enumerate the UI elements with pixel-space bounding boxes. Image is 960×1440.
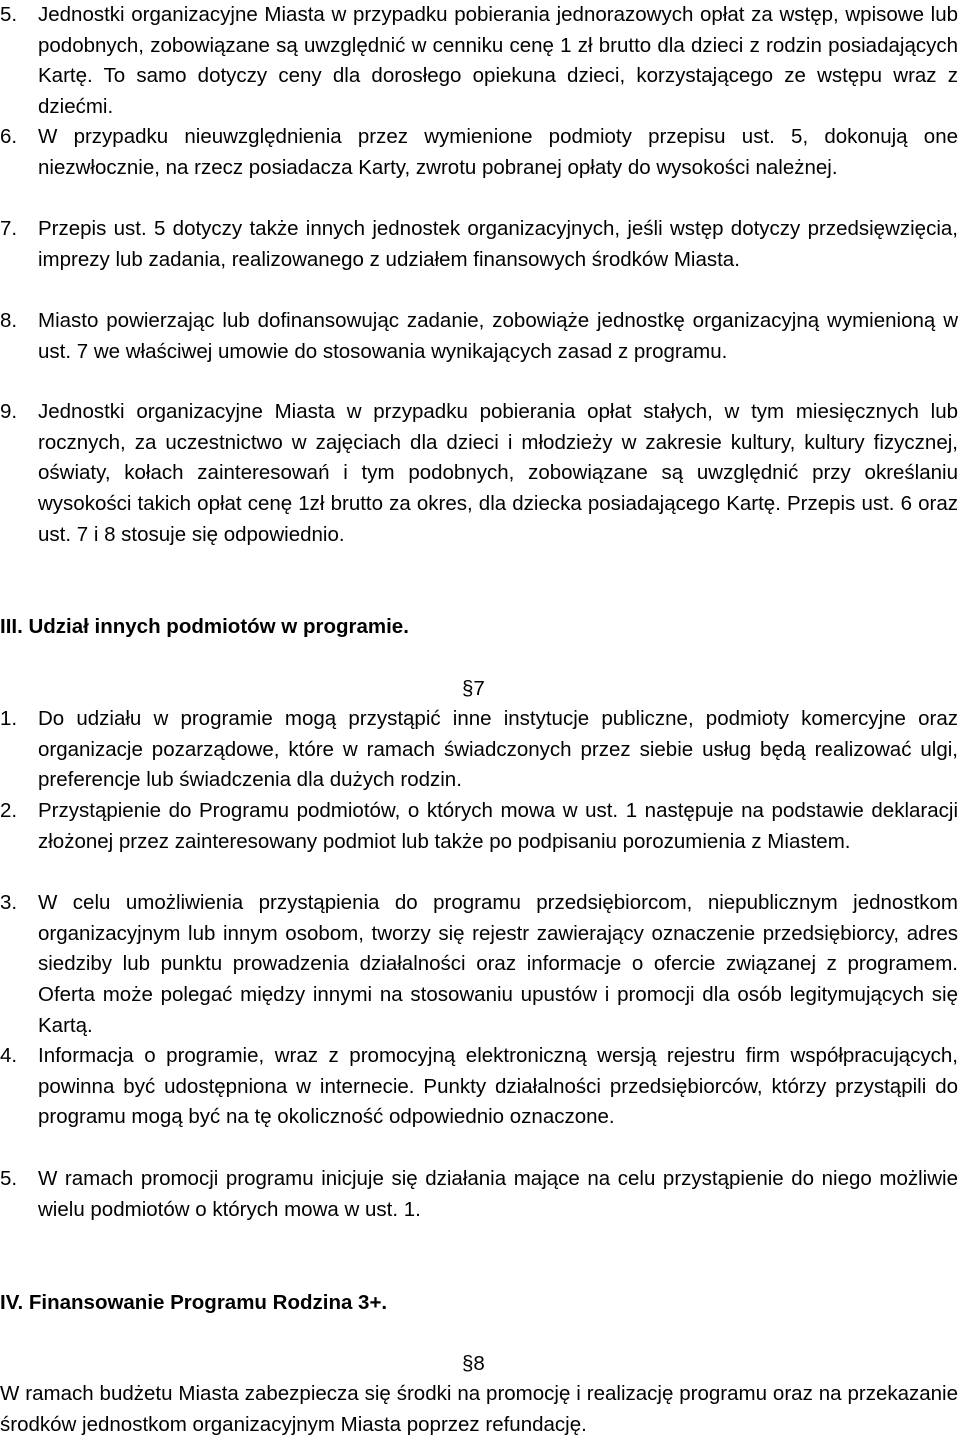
item-text: Jednostki organizacyjne Miasta w przypadku pobierania jednorazowych opłat za wstęp, wpisowe lub podobnych, zobowiązane są uwzględnić w cenniku cenę 1 zł brutto dla dzieci z rodzin posiadających Kartę. To samo dotyczy ceny dla dorosłego opiekuna dzieci, korzystającego ze wstępu wraz z dziećmi.: [38, 3, 958, 119]
item-number: 4.: [0, 1044, 18, 1067]
item-text: Przepis ust. 5 dotyczy także innych jednostek organizacyjnych, jeśli wstęp dotyczy przedsięwzięcia, imprezy lub zadania, realizowanego z udziałem finansowych środków Miasta.: [38, 217, 958, 271]
list-item: [0, 704, 958, 796]
item-number: 1.: [0, 707, 18, 730]
item-text: Do udziału w programie mogą przystąpić inne instytucje publiczne, podmioty komercyjne oraz organizacje pozarządowe, które w ramach świadczonych przez siebie usług będą realizować ulgi, preferencje lub świadczenia dla dużych rodzin.: [38, 707, 958, 792]
paragraph-mark: §8: [462, 1352, 485, 1375]
item-number: 7.: [0, 217, 18, 240]
paragraph-text: W ramach budżetu Miasta zabezpiecza się środki na promocję i realizację programu oraz na przekazanie środków jednostkom organizacyjnym Miasta poprzez refundację.: [0, 1382, 958, 1436]
item-number: 2.: [0, 799, 18, 822]
item-number: 3.: [0, 891, 18, 914]
section-heading: III. Udział innych podmiotów w programie.: [0, 615, 409, 638]
item-text: Przystąpienie do Programu podmiotów, o których mowa w ust. 1 następuje na podstawie deklaracji złożonej przez zainteresowany podmiot lub także po podpisaniu porozumienia z Miastem.: [38, 799, 958, 853]
section-heading: IV. Finansowanie Programu Rodzina 3+.: [0, 1291, 388, 1314]
item-text: W ramach promocji programu inicjuje się działania mające na celu przystąpienie do niego możliwie wielu podmiotów o których mowa w ust. 1.: [38, 1167, 958, 1221]
list-item: [0, 0, 958, 123]
item-number: 5.: [0, 3, 18, 26]
list-item: [0, 796, 958, 857]
item-number: 8.: [0, 309, 18, 332]
list-item: [0, 306, 958, 367]
item-number: 6.: [0, 125, 18, 148]
list-item: [0, 214, 958, 275]
item-number: 9.: [0, 400, 18, 423]
item-text: Miasto powierzając lub dofinansowując zadanie, zobowiąże jednostkę organizacyjną wymienioną w ust. 7 we właściwej umowie do stosowania wynikających zasad z programu.: [38, 309, 958, 363]
list-item: [0, 397, 958, 551]
list-item: [0, 888, 958, 1042]
paragraph-mark: §7: [462, 677, 485, 700]
list-item: [0, 1041, 958, 1133]
item-text: W przypadku nieuwzględnienia przez wymienione podmioty przepisu ust. 5, dokonują one niezwłocznie, na rzecz posiadacza Karty, zwrotu pobranej opłaty do wysokości należnej.: [38, 125, 958, 179]
list-item: [0, 122, 958, 183]
list-item: [0, 1164, 958, 1225]
item-text: W celu umożliwienia przystąpienia do programu przedsiębiorcom, niepublicznym jednostkom organizacyjnym lub innym osobom, tworzy się rejestr zawierający oznaczenie przedsiębiorcy, adres siedziby lub punktu prowadzenia działalności oraz informacje o ofercie związanej z programem. Oferta może polegać między innymi na stosowaniu upustów i promocji dla osób legitymujących się Kartą.: [38, 891, 958, 1037]
item-text: Informacja o programie, wraz z promocyjną elektroniczną wersją rejestru firm współpracujących, powinna być udostępniona w internecie. Punkty działalności przedsiębiorców, którzy przystąpili do programu mogą być na tę okoliczność odpowiednio oznaczone.: [38, 1044, 958, 1129]
item-text: Jednostki organizacyjne Miasta w przypadku pobierania opłat stałych, w tym miesięcznych lub rocznych, za uczestnictwo w zajęciach dla dzieci i młodzieży w zakresie kultury, kultury fizycznej, oświaty, kołach zainteresowań i tym podobnych, zobowiązane są uwzględnić przy określaniu wysokości takich opłat cenę 1zł brutto za okres, dla dziecka posiadającego Kartę. Przepis ust. 6 oraz ust. 7 i 8 stosuje się odpowiednio.: [38, 400, 958, 546]
item-number: 5.: [0, 1167, 18, 1190]
